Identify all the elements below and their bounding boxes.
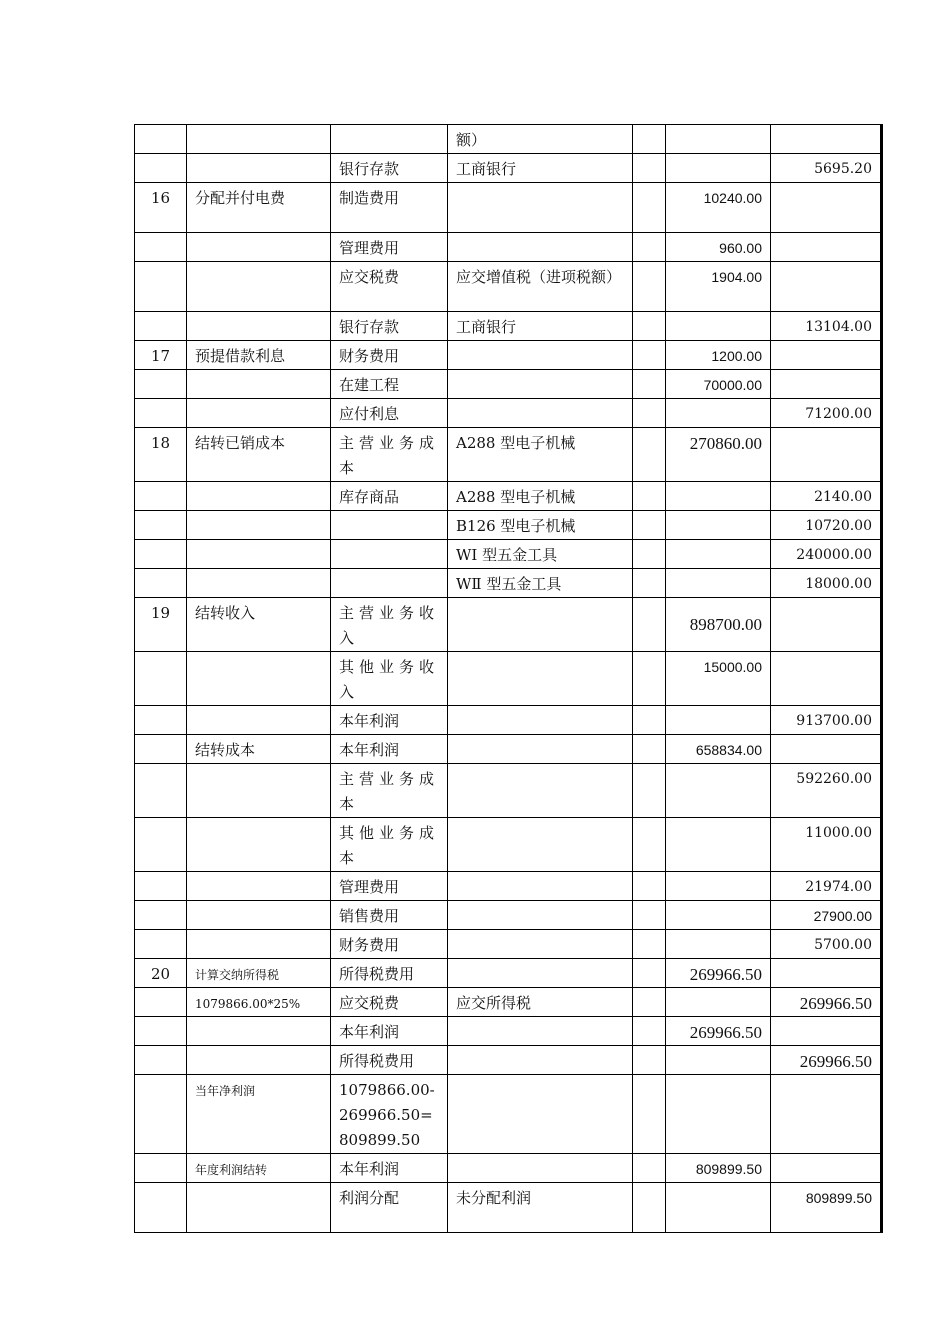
account-cell: 本年利润: [331, 1017, 448, 1046]
spacer-cell: [633, 125, 666, 154]
sub-account-cell: [448, 764, 633, 818]
table-row: [135, 399, 882, 428]
credit-amount-cell: [771, 959, 882, 988]
table-row: [135, 930, 882, 959]
entry-number-cell: [135, 872, 187, 901]
debit-amount-cell: 15000.00: [666, 652, 771, 706]
table-row: [135, 872, 882, 901]
table-row: [135, 511, 882, 540]
table-row: [135, 1046, 882, 1075]
summary-cell: [187, 312, 331, 341]
entry-number-cell: 20: [135, 959, 187, 988]
table-row: [135, 735, 882, 764]
debit-amount-cell: 898700.00: [666, 598, 771, 652]
account-cell: 管理费用: [331, 872, 448, 901]
sub-account-cell: [448, 652, 633, 706]
sub-account-cell: [448, 735, 633, 764]
credit-amount-cell: 27900.00: [771, 901, 882, 930]
table-row: [135, 818, 882, 872]
table-row: [135, 569, 882, 598]
account-cell: [331, 511, 448, 540]
entry-number-cell: 16: [135, 183, 187, 233]
account-cell: [331, 125, 448, 154]
table-row: [135, 233, 882, 262]
sub-account-cell: WⅠ 型五金工具: [448, 540, 633, 569]
spacer-cell: [633, 428, 666, 482]
sub-account-cell: [448, 233, 633, 262]
table-row: [135, 901, 882, 930]
entry-number-cell: [135, 930, 187, 959]
debit-amount-cell: [666, 154, 771, 183]
credit-amount-cell: [771, 370, 882, 399]
spacer-cell: [633, 540, 666, 569]
account-cell: 主营业务成本: [331, 428, 448, 482]
spacer-cell: [633, 312, 666, 341]
sub-account-cell: [448, 818, 633, 872]
entry-number-cell: [135, 764, 187, 818]
entry-number-cell: [135, 652, 187, 706]
entry-number-cell: 17: [135, 341, 187, 370]
account-cell: [331, 540, 448, 569]
debit-amount-cell: [666, 1075, 771, 1154]
entry-number-cell: [135, 569, 187, 598]
credit-amount-cell: [771, 262, 882, 312]
account-cell: 主营业务成本: [331, 764, 448, 818]
account-cell: 制造费用: [331, 183, 448, 233]
entry-number-cell: [135, 511, 187, 540]
credit-amount-cell: 5695.20: [771, 154, 882, 183]
credit-amount-cell: 18000.00: [771, 569, 882, 598]
sub-account-cell: A288 型电子机械: [448, 428, 633, 482]
summary-cell: [187, 511, 331, 540]
account-cell: 管理费用: [331, 233, 448, 262]
summary-cell: 分配并付电费: [187, 183, 331, 233]
summary-cell: 1079866.00*25%: [187, 988, 331, 1017]
debit-amount-cell: [666, 901, 771, 930]
summary-cell: 年度利润结转: [187, 1154, 331, 1183]
spacer-cell: [633, 399, 666, 428]
summary-cell: [187, 482, 331, 511]
debit-amount-cell: [666, 1046, 771, 1075]
credit-amount-cell: [771, 1075, 882, 1154]
debit-amount-cell: 809899.50: [666, 1154, 771, 1183]
debit-amount-cell: [666, 399, 771, 428]
sub-account-cell: [448, 1154, 633, 1183]
entry-number-cell: [135, 262, 187, 312]
sub-account-cell: [448, 1017, 633, 1046]
account-cell: 应交税费: [331, 262, 448, 312]
credit-amount-cell: 13104.00: [771, 312, 882, 341]
summary-cell: 结转成本: [187, 735, 331, 764]
credit-amount-cell: 2140.00: [771, 482, 882, 511]
account-cell: 所得税费用: [331, 959, 448, 988]
credit-amount-cell: [771, 125, 882, 154]
sub-account-cell: [448, 706, 633, 735]
debit-amount-cell: 1904.00: [666, 262, 771, 312]
account-cell: 库存商品: [331, 482, 448, 511]
summary-cell: [187, 262, 331, 312]
credit-amount-cell: [771, 341, 882, 370]
table-row: [135, 1075, 882, 1154]
sub-account-cell: [448, 370, 633, 399]
summary-cell: [187, 399, 331, 428]
account-cell: 本年利润: [331, 706, 448, 735]
spacer-cell: [633, 1075, 666, 1154]
spacer-cell: [633, 511, 666, 540]
spacer-cell: [633, 1154, 666, 1183]
account-cell: 本年利润: [331, 735, 448, 764]
credit-amount-cell: 21974.00: [771, 872, 882, 901]
spacer-cell: [633, 988, 666, 1017]
spacer-cell: [633, 598, 666, 652]
credit-amount-cell: [771, 652, 882, 706]
sub-account-cell: [448, 399, 633, 428]
account-cell: 财务费用: [331, 930, 448, 959]
entry-number-cell: [135, 988, 187, 1017]
debit-amount-cell: [666, 1183, 771, 1233]
spacer-cell: [633, 341, 666, 370]
table-row: [135, 154, 882, 183]
sub-account-cell: 工商银行: [448, 154, 633, 183]
summary-cell: [187, 706, 331, 735]
credit-amount-cell: 592260.00: [771, 764, 882, 818]
credit-amount-cell: 913700.00: [771, 706, 882, 735]
sub-account-cell: [448, 1046, 633, 1075]
spacer-cell: [633, 930, 666, 959]
entry-number-cell: [135, 370, 187, 399]
summary-cell: [187, 370, 331, 399]
table-row: [135, 652, 882, 706]
entry-number-cell: [135, 233, 187, 262]
credit-amount-cell: [771, 183, 882, 233]
spacer-cell: [633, 706, 666, 735]
entry-number-cell: [135, 735, 187, 764]
account-cell: 财务费用: [331, 341, 448, 370]
debit-amount-cell: [666, 540, 771, 569]
credit-amount-cell: [771, 735, 882, 764]
sub-account-cell: [448, 341, 633, 370]
journal-table: [134, 124, 883, 1233]
account-cell: 银行存款: [331, 154, 448, 183]
journal-sheet: [134, 124, 881, 1233]
account-cell: 在建工程: [331, 370, 448, 399]
spacer-cell: [633, 959, 666, 988]
sub-account-cell: [448, 598, 633, 652]
debit-amount-cell: [666, 764, 771, 818]
summary-cell: [187, 1046, 331, 1075]
sub-account-cell: [448, 901, 633, 930]
entry-number-cell: [135, 154, 187, 183]
debit-amount-cell: [666, 511, 771, 540]
summary-cell: 结转已销成本: [187, 428, 331, 482]
account-cell: [331, 569, 448, 598]
table-row: [135, 988, 882, 1017]
sub-account-cell: [448, 1075, 633, 1154]
spacer-cell: [633, 1046, 666, 1075]
sub-account-cell: [448, 930, 633, 959]
credit-amount-cell: 269966.50: [771, 1046, 882, 1075]
entry-number-cell: 18: [135, 428, 187, 482]
spacer-cell: [633, 1017, 666, 1046]
entry-number-cell: [135, 399, 187, 428]
entry-number-cell: [135, 818, 187, 872]
account-cell: 主营业务收入: [331, 598, 448, 652]
entry-number-cell: [135, 125, 187, 154]
sub-account-cell: B126 型电子机械: [448, 511, 633, 540]
account-cell: 销售费用: [331, 901, 448, 930]
sub-account-cell: 未分配利润: [448, 1183, 633, 1233]
debit-amount-cell: 269966.50: [666, 959, 771, 988]
account-cell: 应交税费: [331, 988, 448, 1017]
spacer-cell: [633, 764, 666, 818]
table-row: [135, 341, 882, 370]
debit-amount-cell: [666, 818, 771, 872]
table-row: [135, 370, 882, 399]
credit-amount-cell: 10720.00: [771, 511, 882, 540]
entry-number-cell: 19: [135, 598, 187, 652]
spacer-cell: [633, 735, 666, 764]
sub-account-cell: 应交所得税: [448, 988, 633, 1017]
account-cell: 利润分配: [331, 1183, 448, 1233]
credit-amount-cell: [771, 428, 882, 482]
debit-amount-cell: 1200.00: [666, 341, 771, 370]
entry-number-cell: [135, 706, 187, 735]
summary-cell: [187, 233, 331, 262]
entry-number-cell: [135, 1017, 187, 1046]
table-row: [135, 1154, 882, 1183]
entry-number-cell: [135, 1183, 187, 1233]
summary-cell: 预提借款利息: [187, 341, 331, 370]
entry-number-cell: [135, 482, 187, 511]
spacer-cell: [633, 901, 666, 930]
spacer-cell: [633, 370, 666, 399]
sub-account-cell: WⅡ 型五金工具: [448, 569, 633, 598]
debit-amount-cell: [666, 988, 771, 1017]
debit-amount-cell: [666, 482, 771, 511]
debit-amount-cell: [666, 312, 771, 341]
credit-amount-cell: 71200.00: [771, 399, 882, 428]
account-cell: 所得税费用: [331, 1046, 448, 1075]
credit-amount-cell: [771, 233, 882, 262]
debit-amount-cell: [666, 930, 771, 959]
summary-cell: [187, 125, 331, 154]
credit-amount-cell: [771, 1017, 882, 1046]
sub-account-cell: A288 型电子机械: [448, 482, 633, 511]
table-row: [135, 312, 882, 341]
spacer-cell: [633, 872, 666, 901]
summary-cell: 结转收入: [187, 598, 331, 652]
account-cell: 应付利息: [331, 399, 448, 428]
debit-amount-cell: 658834.00: [666, 735, 771, 764]
entry-number-cell: [135, 1075, 187, 1154]
entry-number-cell: [135, 1046, 187, 1075]
spacer-cell: [633, 482, 666, 511]
table-row: [135, 125, 882, 154]
spacer-cell: [633, 233, 666, 262]
entry-number-cell: [135, 901, 187, 930]
sub-account-cell: 应交增值税（进项税额）: [448, 262, 633, 312]
entry-number-cell: [135, 1154, 187, 1183]
debit-amount-cell: 270860.00: [666, 428, 771, 482]
sub-account-cell: [448, 959, 633, 988]
entry-number-cell: [135, 540, 187, 569]
table-row: [135, 540, 882, 569]
summary-cell: [187, 764, 331, 818]
credit-amount-cell: 5700.00: [771, 930, 882, 959]
sub-account-cell: 额）: [448, 125, 633, 154]
entry-number-cell: [135, 312, 187, 341]
credit-amount-cell: [771, 1154, 882, 1183]
spacer-cell: [633, 154, 666, 183]
summary-cell: 计算交纳所得税: [187, 959, 331, 988]
account-cell: 银行存款: [331, 312, 448, 341]
table-row: [135, 764, 882, 818]
summary-cell: [187, 1183, 331, 1233]
credit-amount-cell: 11000.00: [771, 818, 882, 872]
credit-amount-cell: 240000.00: [771, 540, 882, 569]
spacer-cell: [633, 652, 666, 706]
summary-cell: [187, 652, 331, 706]
table-row: [135, 183, 882, 233]
account-cell: 其他业务成本: [331, 818, 448, 872]
table-row: [135, 706, 882, 735]
summary-cell: [187, 930, 331, 959]
account-cell: 本年利润: [331, 1154, 448, 1183]
sub-account-cell: [448, 183, 633, 233]
table-row: [135, 1183, 882, 1233]
summary-cell: [187, 154, 331, 183]
summary-cell: [187, 569, 331, 598]
table-row: [135, 482, 882, 511]
sub-account-cell: [448, 872, 633, 901]
debit-amount-cell: [666, 872, 771, 901]
table-row: [135, 262, 882, 312]
credit-amount-cell: 269966.50: [771, 988, 882, 1017]
summary-cell: [187, 1017, 331, 1046]
spacer-cell: [633, 569, 666, 598]
debit-amount-cell: [666, 125, 771, 154]
spacer-cell: [633, 262, 666, 312]
table-row: [135, 598, 882, 652]
debit-amount-cell: 70000.00: [666, 370, 771, 399]
summary-cell: 当年净利润: [187, 1075, 331, 1154]
credit-amount-cell: 809899.50: [771, 1183, 882, 1233]
credit-amount-cell: [771, 598, 882, 652]
table-row: [135, 1017, 882, 1046]
debit-amount-cell: [666, 706, 771, 735]
spacer-cell: [633, 183, 666, 233]
debit-amount-cell: 10240.00: [666, 183, 771, 233]
account-cell: 1079866.00-269966.50=809899.50: [331, 1075, 448, 1154]
table-row: [135, 959, 882, 988]
debit-amount-cell: 269966.50: [666, 1017, 771, 1046]
spacer-cell: [633, 1183, 666, 1233]
debit-amount-cell: [666, 569, 771, 598]
spacer-cell: [633, 818, 666, 872]
sub-account-cell: 工商银行: [448, 312, 633, 341]
account-cell: 其他业务收入: [331, 652, 448, 706]
summary-cell: [187, 818, 331, 872]
debit-amount-cell: 960.00: [666, 233, 771, 262]
summary-cell: [187, 901, 331, 930]
table-row: [135, 428, 882, 482]
summary-cell: [187, 540, 331, 569]
summary-cell: [187, 872, 331, 901]
